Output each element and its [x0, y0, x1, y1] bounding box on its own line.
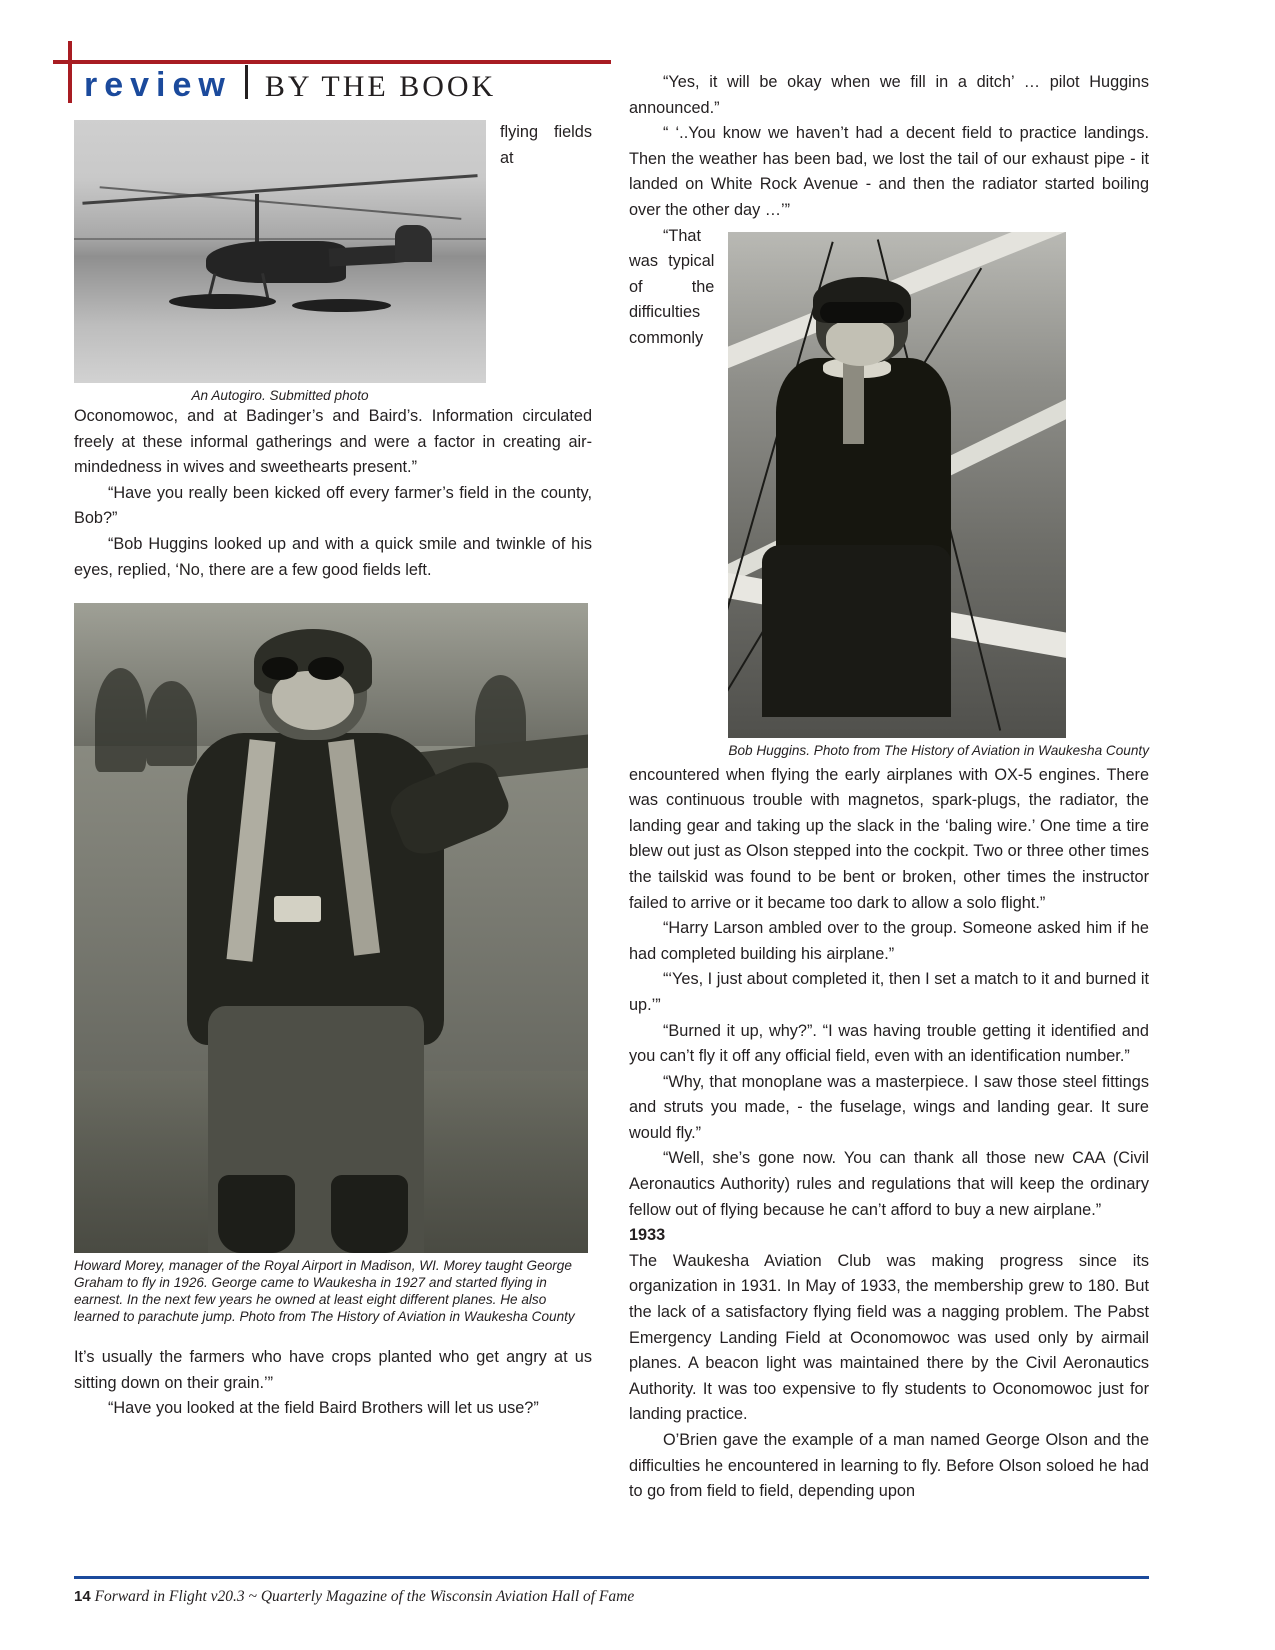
spacer [74, 1325, 592, 1345]
paragraph-flying-fields: flying fields at Oconomowoc, and at Badinger’s and Baird’s. Information circulated freely at these informal gatherings and were a factor in creating air-mindedness in wives and sweethearts present.” [74, 123, 592, 477]
paragraph-harry-larson: “Harry Larson ambled over to the group. Someone asked him if he had completed building his airplane.” [629, 919, 1149, 963]
spacer [74, 583, 592, 603]
bob-huggins-caption: Bob Huggins. Photo from The History of Aviation in Waukesha County [728, 742, 1149, 758]
flight-jacket [187, 733, 444, 1045]
paragraph-farmers-crops: It’s usually the farmers who have crops planted who get angry at us sitting down on their grain.’” [74, 1348, 592, 1392]
aircraft-fuselage [206, 241, 346, 283]
autogiro-photo [74, 120, 486, 383]
paragraph-ditch-announcement: “Yes, it will be okay when we fill in a ditch’ … pilot Huggins announced.” [629, 73, 1149, 117]
boot-right [331, 1175, 408, 1253]
pontoon-right [292, 299, 391, 312]
boot-left [218, 1175, 295, 1253]
footer-text-line [74, 1588, 1149, 1606]
paragraph-monoplane-masterpiece: “Why, that monoplane was a masterpiece. I saw those steel fittings and struts you made, - the fuselage, wings and landing gear. It sure would fly.” [629, 1072, 1149, 1142]
masthead-divider [245, 65, 248, 99]
figure-bob-huggins [728, 232, 1149, 759]
paragraph-decent-field: “ ‘..You know we haven’t had a decent field to practice landings. Then the weather has been bad, we lost the tail of our exhaust pipe - it landed on White Rock Avenue - and then the radiator started boiling over the other day …’” [629, 124, 1149, 219]
howard-morey-caption: Howard Morey, manager of the Royal Airport in Madison, WI. Morey taught George Graham to fly in 1926. George came to Waukesha in 1927 and started flying in earnest. In the next few years he owned at least eight different planes. He also learned to parachute jump. Photo from The History of Aviation in Waukesha County [74, 1258, 575, 1325]
page-footer [74, 1576, 1149, 1606]
aircraft-fin [395, 225, 432, 262]
section-heading-1933: 1933 [629, 1226, 666, 1245]
paragraph-set-a-match: “‘Yes, I just about completed it, then I set a match to it and burned it up.’” [629, 970, 1149, 1014]
pontoon-left [169, 294, 276, 310]
figure-howard-morey [74, 603, 592, 1325]
bob-huggins-photo [728, 232, 1066, 738]
tree-icon [146, 681, 197, 766]
goggle-lens-left-icon [262, 657, 298, 680]
paragraph-typical-difficulties: “That was typical of the difficulties commonly encountered when flying the early airplanes with OX-5 engines. There was continuous trouble with magnetos, spark-plugs, the radiator, the landing gear and taking up the slack in the ‘baling wire.’ One time a tire blew out just as Olson stepped into the cockpit. Two or three other times the tailskid was found to be bent or broken, other times the instructor failed to arrive or it became too dark to allow a solo flight.” [629, 226, 1149, 912]
goggles-icon [820, 302, 905, 322]
right-column [629, 70, 1149, 1505]
masthead-title [84, 62, 496, 102]
paragraph-baird-brothers-field: “Have you looked at the field Baird Brothers will let us use?” [108, 1399, 539, 1418]
footer-rule [74, 1576, 1149, 1579]
masthead-rule-vertical [68, 41, 72, 103]
autogiro-caption: An Autogiro. Submitted photo [191, 388, 369, 403]
paragraph-waukesha-aviation-club: The Waukesha Aviation Club was making progress since its organization in 1931. In May of 1933, the membership grew to 180. But the lack of a satisfactory flying field was a nagging problem. The Pabst Emergency Landing Field at Oconomowoc was used only by airmail planes. A beacon light was maintained there by the Civil Aeronautics Authority. It was too expensive to fly students to Oconomowoc just for landing practice. [629, 1251, 1149, 1424]
paragraph-bob-huggins-smile: “Bob Huggins looked up and with a quick smile and twinkle of his eyes, replied, ‘No, there are a few good fields left. [74, 534, 592, 579]
footer-publication-title: Forward in Flight v20.3 ~ Quarterly Magazine of the Wisconsin Aviation Hall of Fame [94, 1588, 635, 1605]
necktie [843, 363, 863, 444]
figure-autogiro [74, 120, 486, 404]
pilot-face [272, 671, 354, 730]
harness-buckle [274, 896, 320, 922]
paragraph-burned-it-up: “Burned it up, why?”. “I was having trouble getting it identified and you can’t fly it off any official field, even with an identification number.” [629, 1021, 1149, 1066]
paragraph-george-olson: O’Brien gave the example of a man named George Olson and the difficulties he encountered in learning to fly. Before Olson soloed he had to go from field to field, depending upon [629, 1431, 1149, 1501]
pilot-face [826, 320, 894, 366]
paragraph-caa-rules: “Well, she’s gone now. You can thank all those new CAA (Civil Aeronautics Authority) rules and regulations that will keep the ordinary fellow out of flying because he can’t afford to buy a new airplane.” [629, 1149, 1149, 1219]
page-number: 14 [74, 1588, 91, 1605]
masthead-subtitle: BY THE BOOK [264, 70, 497, 103]
tree-icon [95, 668, 146, 772]
howard-morey-photo [74, 603, 588, 1253]
pilot-legs [762, 545, 951, 717]
paragraph-kicked-off: “Have you really been kicked off every farmer’s field in the county, Bob?” [74, 483, 592, 528]
masthead-review-word: review [84, 66, 232, 104]
left-column [74, 120, 592, 1422]
